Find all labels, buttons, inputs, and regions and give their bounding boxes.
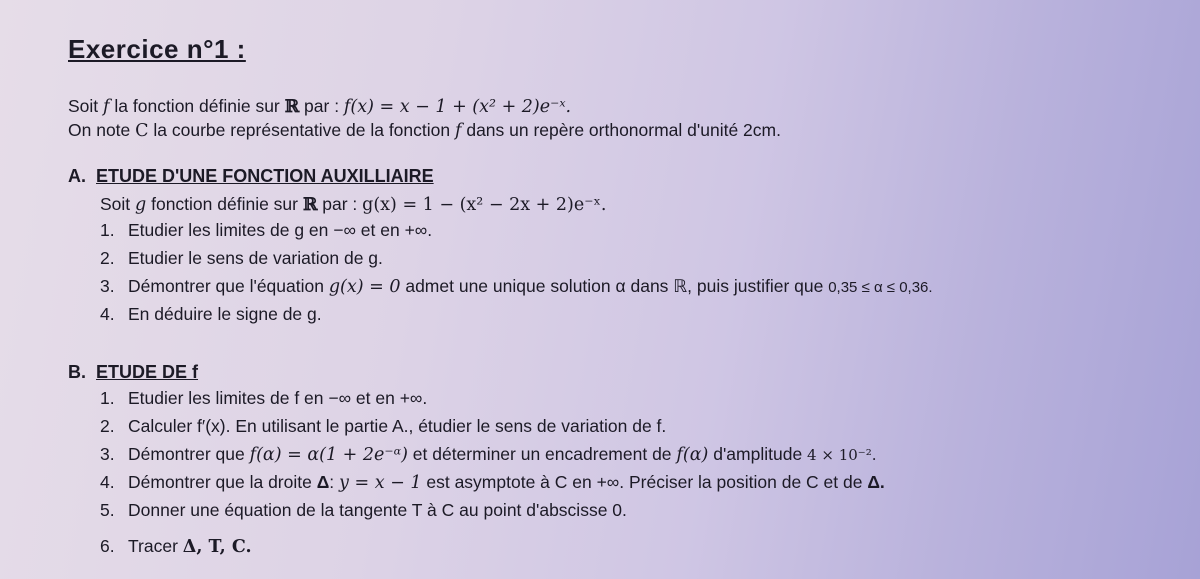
item-number: 1.	[100, 388, 115, 408]
item-text: Etudier les limites de g en −∞ et en +∞.	[128, 220, 433, 240]
inequality: 0,35 ≤ α ≤ 0,36.	[828, 279, 933, 296]
item-text: Démontrer que	[128, 444, 250, 464]
section-b-item	[100, 472, 885, 493]
section-b-item	[100, 416, 666, 437]
section-a-heading	[68, 166, 434, 187]
item-number: 4.	[100, 304, 115, 324]
objects-to-draw: Δ, T, C.	[182, 537, 252, 557]
item-number: 1.	[100, 220, 115, 240]
section-a-letter: A.	[68, 166, 86, 186]
exercise-title: Exercice n°1 :	[68, 34, 246, 64]
section-b-item	[100, 388, 427, 409]
def-text: Soit	[100, 194, 136, 214]
intro-line-2	[68, 120, 781, 141]
intro-text: la fonction définie sur	[109, 96, 285, 116]
def-text: par :	[317, 194, 363, 214]
item-text: d'amplitude	[708, 444, 808, 464]
section-a-item	[100, 304, 322, 325]
item-text: :	[329, 472, 340, 492]
amplitude: 4 × 10⁻².	[807, 446, 877, 464]
equation: f(α)	[676, 445, 709, 465]
intro-text: par :	[299, 96, 344, 116]
section-b-title: ETUDE DE f	[96, 362, 199, 382]
item-text: Démontrer que l'équation	[128, 276, 329, 296]
item-number: 2.	[100, 416, 115, 436]
g-formula: g(x) = 1 − (x² − 2x + 2)e⁻ˣ.	[362, 195, 607, 215]
item-text: admet une unique solution α dans ℝ, puis justifier que	[400, 276, 829, 296]
item-number: 6.	[100, 536, 115, 556]
section-a-title: ETUDE D'UNE FONCTION AUXILLIAIRE	[96, 166, 434, 186]
item-text: Tracer	[128, 536, 183, 556]
reals-symbol: ℝ	[302, 195, 318, 215]
item-number: 3.	[100, 444, 115, 464]
section-a-item	[100, 248, 383, 269]
delta-symbol: Δ	[316, 472, 330, 492]
intro-text: la courbe représentative de la fonction	[148, 120, 455, 140]
item-text: Donner une équation de la tangente T à C au point d'abscisse 0.	[128, 500, 627, 520]
intro-text: dans un repère orthonormal d'unité 2cm.	[461, 120, 781, 140]
item-number: 5.	[100, 500, 115, 520]
equation: y = x − 1	[339, 473, 422, 493]
item-text: En déduire le signe de g.	[128, 304, 322, 324]
intro-text: On note	[68, 120, 136, 140]
item-number: 2.	[100, 248, 115, 268]
section-b-letter: B.	[68, 362, 86, 382]
g-symbol: g	[135, 195, 147, 215]
item-text: et déterminer un encadrement de	[407, 444, 677, 464]
item-number: 4.	[100, 472, 115, 492]
equation: g(x) = 0	[328, 277, 401, 297]
delta-symbol: Δ.	[867, 472, 885, 492]
section-b-item	[100, 536, 252, 557]
intro-text: Soit	[68, 96, 104, 116]
item-text: Calculer f′(x). En utilisant le partie A., étudier le sens de variation de f.	[128, 416, 667, 436]
f-formula: f(x) = x − 1 + (x² + 2)e⁻ˣ.	[343, 97, 572, 117]
section-a-definition	[100, 194, 606, 215]
curve-symbol: C	[135, 121, 149, 141]
section-a-item	[100, 276, 933, 297]
item-text: Démontrer que la droite	[128, 472, 317, 492]
section-b-item	[100, 444, 876, 465]
reals-symbol: ℝ	[284, 97, 300, 117]
function-symbol: f	[454, 121, 462, 141]
item-text: Etudier le sens de variation de g.	[128, 248, 383, 268]
section-a-item	[100, 220, 432, 241]
section-b-item	[100, 500, 627, 521]
section-b-heading	[68, 362, 198, 383]
def-text: fonction définie sur	[146, 194, 303, 214]
equation: f(α) = α(1 + 2e⁻ᵅ)	[249, 445, 408, 465]
item-text: Etudier les limites de f en −∞ et en +∞.	[128, 388, 428, 408]
item-text: est asymptote à C en +∞. Préciser la position de C et de	[421, 472, 868, 492]
item-number: 3.	[100, 276, 115, 296]
intro-line-1	[68, 96, 571, 117]
function-symbol: f	[103, 97, 110, 117]
